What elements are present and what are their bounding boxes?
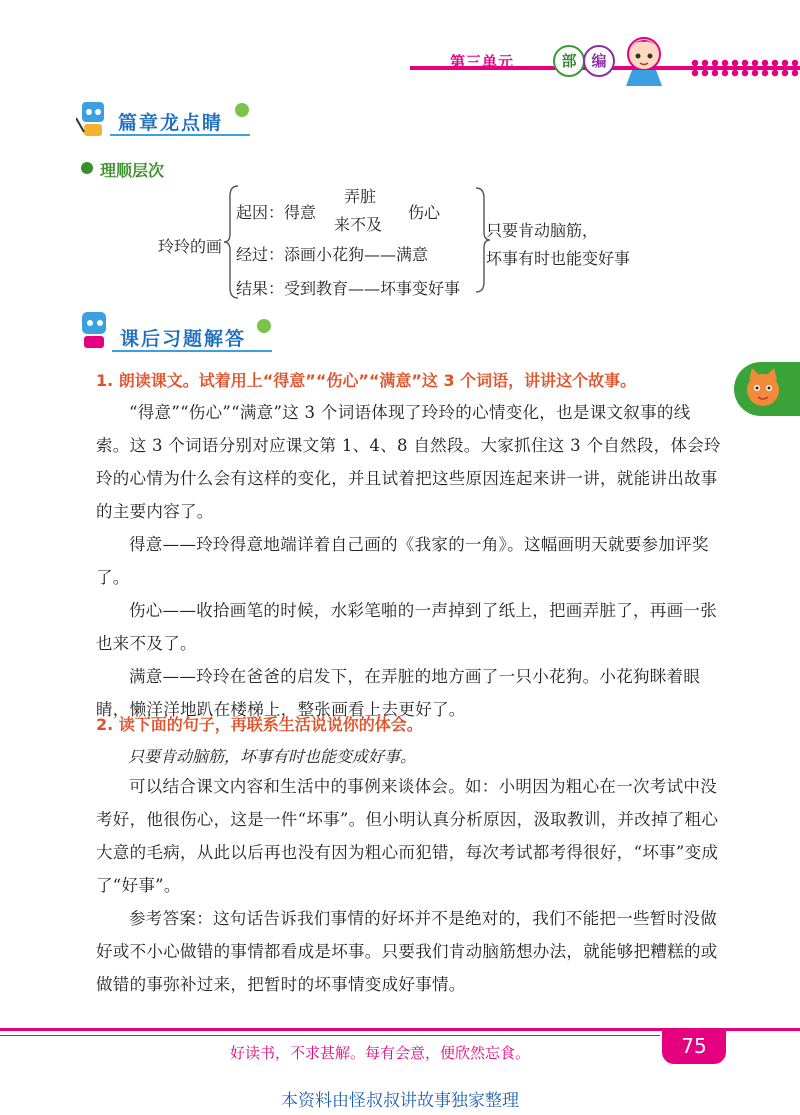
edition-badge-bu: 部 <box>553 45 585 77</box>
q2-paragraph-2: 参考答案：这句话告诉我们事情的好坏并不是绝对的，我们不能把一些暂时没做好或不小心做错的事情都看成是坏事。只要我们肯动脑筋想办法，就能够把糟糕的或做错的事弥补过来，把暂时的坏事情变成好事情。 <box>96 909 718 994</box>
diagram-cause-top: 弄脏 <box>344 187 377 206</box>
footer-motto: 好读书，不求甚解。每有会意，便欣然忘食。 <box>230 1044 531 1062</box>
q2-paragraph-1: 可以结合课文内容和生活中的事例来谈体会。如：小明因为粗心在一次考试中没考好，他很伤心，这是一件“坏事”。但小明认真分析原因，汲取教训，并改掉了粗心大意的毛病，从此以后再也没有因为粗心而犯错，每次考试都考得很好，“坏事”变成了“好事”。 <box>96 777 719 895</box>
diagram-cause-bottom: 来不及 <box>334 215 383 234</box>
footer-rule-thin <box>0 1035 660 1036</box>
fox-mascot-icon <box>740 366 786 412</box>
diagram-conclusion-1: 只要肯动脑筋， <box>486 221 599 240</box>
diagram-root: 玲玲的画 <box>158 237 223 256</box>
leaf-icon-2 <box>254 316 274 336</box>
diagram-conclusion-2: 坏事有时也能变好事 <box>486 249 631 268</box>
diagram-process: 经过：添画小花狗——满意 <box>236 245 429 264</box>
credit-line: 本资料由怪叔叔讲故事独家整理 <box>281 1091 519 1111</box>
leaf-icon <box>232 100 252 120</box>
section-title-exercises: 课后习题解答 <box>120 328 247 350</box>
diagram-cause-suffix: 伤心 <box>408 203 441 222</box>
cartoon-girl-icon <box>612 28 682 88</box>
robot-icon <box>76 98 112 140</box>
page-number: 75 <box>662 1028 726 1064</box>
q1-paragraph-3: 伤心——收拾画笔的时候，水彩笔啪的一声掉到了纸上，把画弄脏了，再画一张也来不及了。 <box>96 601 717 653</box>
diagram-cause-prefix: 起因：得意 <box>236 203 317 222</box>
q2-quote: 只要肯动脑筋，坏事有时也能变成好事。 <box>128 747 417 766</box>
q1-paragraph-2: 得意——玲玲得意地端详着自己画的《我家的一角》。这幅画明天就要参加评奖了。 <box>96 535 709 587</box>
bullet-icon <box>80 161 94 175</box>
header-dot-pattern <box>690 58 800 78</box>
q1-paragraph-1: “得意”“伤心”“满意”这 3 个词语体现了玲玲的心情变化，也是课文叙事的线索。这 3 个词语分别对应课文第 1、4、8 自然段。大家抓住这 3 个自然段，体会玲玲的心情为什么会有这样的变化，并且试着把这些原因连起来讲一讲，就能讲出故事的主要内容了。 <box>96 403 721 521</box>
unit-label: 第三单元 <box>450 53 515 71</box>
robot-icon-2 <box>76 308 116 352</box>
q1-paragraph-4: 满意——玲玲在爸爸的启发下，在弄脏的地方画了一只小花狗。小花狗眯着眼睛，懒洋洋地趴在楼梯上，整张画看上去更好了。 <box>96 667 701 719</box>
section-title-underline-2 <box>112 350 272 352</box>
question-2: 2. 读下面的句子，再联系生活说说你的体会。 <box>96 715 423 734</box>
edition-badge-bian: 编 <box>583 45 615 77</box>
subtitle-structure: 理顺层次 <box>100 161 165 180</box>
diagram-result: 结果：受到教育——坏事变好事 <box>236 279 461 298</box>
section-title-chapter: 篇章龙点睛 <box>118 112 224 134</box>
section-title-underline <box>110 134 250 136</box>
question-1: 1. 朗读课文。试着用上“得意”“伤心”“满意”这 3 个词语，讲讲这个故事。 <box>96 371 637 390</box>
